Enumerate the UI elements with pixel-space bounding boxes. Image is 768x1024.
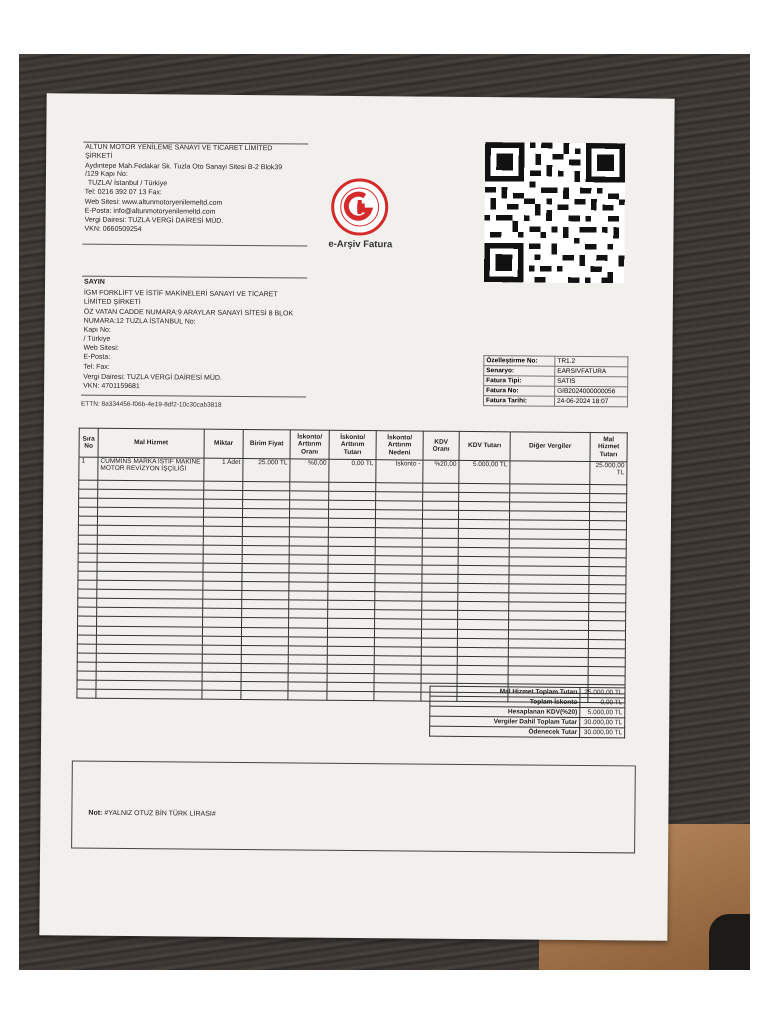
empty-cell (327, 628, 374, 638)
empty-cell (203, 618, 242, 627)
ettn-code: ETTN: 8a334456-f06b-4e19-8df2-10c30cab3818 (80, 400, 222, 409)
empty-cell (422, 547, 458, 556)
empty-cell (423, 483, 459, 492)
note (88, 810, 215, 818)
buyer-website: Web Sitesi: (83, 344, 119, 352)
empty-cell (329, 482, 376, 492)
note-box (71, 761, 636, 854)
empty-cell (289, 600, 328, 609)
empty-cell (242, 536, 289, 546)
empty-cell (457, 665, 508, 675)
empty-cell (588, 675, 625, 684)
empty-cell (374, 665, 421, 675)
empty-cell (589, 575, 626, 584)
empty-cell (203, 518, 242, 527)
invoice-info-table (483, 355, 628, 407)
empty-cell (242, 527, 289, 537)
empty-cell (327, 682, 374, 692)
empty-cell (328, 519, 375, 529)
col-header-miktar: Miktar (204, 429, 243, 458)
totals-row (430, 726, 625, 738)
col-header-iskonto-tutari: İskonto/ Arttırım Tutarı (329, 430, 376, 459)
empty-cell (241, 636, 288, 646)
empty-cell (289, 509, 328, 518)
empty-cell (202, 690, 241, 699)
empty-cell (241, 672, 288, 682)
info-value: 24-06-2024 18:07 (554, 396, 627, 407)
empty-cell (204, 499, 243, 508)
empty-cell (203, 572, 242, 581)
seller-address-line2: /129 Kapı No: (84, 170, 128, 178)
empty-cell (202, 654, 241, 663)
empty-cell (78, 589, 97, 598)
empty-cell (242, 563, 289, 573)
empty-cell (327, 691, 374, 701)
empty-cell (589, 603, 626, 612)
empty-cell (457, 674, 508, 684)
empty-cell (242, 591, 289, 601)
seller-email: E-Posta: info@altunmotoryenilemeltd.com (84, 207, 216, 216)
empty-cell (328, 528, 375, 538)
empty-cell (376, 483, 423, 493)
empty-cell (328, 573, 375, 583)
e-arsiv-caption: e-Arşiv Fatura (328, 238, 393, 251)
empty-cell (288, 655, 327, 664)
empty-cell (242, 582, 289, 592)
totals-key: Toplam İskonto (430, 696, 580, 707)
cell-birim-fiyat: 25.000 TL (243, 459, 290, 482)
empty-cell (422, 574, 458, 583)
items-header-row (79, 428, 627, 462)
empty-cell (375, 555, 422, 565)
buyer-vkn: VKN: 4701159681 (83, 382, 140, 391)
empty-cell (204, 490, 243, 499)
dark-object (709, 914, 750, 970)
buyer-bottom-rule (81, 395, 306, 398)
empty-cell (78, 516, 97, 525)
empty-cell (458, 611, 509, 621)
empty-cell (589, 566, 626, 575)
empty-cell (589, 512, 626, 521)
empty-cell (374, 637, 421, 647)
empty-cell (79, 489, 98, 498)
info-value: SATIS (555, 376, 628, 387)
empty-cell (242, 572, 289, 582)
cell-kdv-orani: %20,00 (423, 460, 459, 483)
empty-cell (241, 645, 288, 655)
empty-cell (77, 635, 96, 644)
empty-cell (77, 653, 96, 662)
buyer-tax-office: Vergi Dairesi: TUZLA VERGİ DAİRESİ MÜD. (83, 373, 222, 382)
seller-city: TUZLA/ İstanbul / Türkiye (87, 179, 168, 188)
seller-tax-office: Vergi Dairesi: TUZLA VERGİ DAİRESİ MÜD. (84, 216, 224, 225)
info-key: Fatura Tipi: (484, 376, 555, 387)
empty-cell (242, 609, 289, 619)
empty-cell (242, 545, 289, 555)
empty-cell (243, 491, 290, 501)
empty-cell (289, 582, 328, 591)
empty-cell (77, 680, 96, 689)
cell-kdv-tutari: 5.000,00 TL (459, 460, 510, 483)
empty-cell (422, 592, 458, 601)
empty-cell (78, 507, 97, 516)
cell-sira-no: 1 (79, 457, 98, 480)
empty-cell (328, 555, 375, 565)
empty-cell (458, 620, 509, 630)
totals-key: Ödenecek Tutar (430, 726, 580, 737)
buyer-name-line2: LİMİTED ŞİRKETİ (83, 298, 141, 307)
empty-cell (588, 639, 625, 648)
info-value: GIB2024000000056 (555, 386, 628, 397)
empty-cell (96, 689, 202, 699)
empty-cell (77, 626, 96, 635)
empty-cell (422, 510, 458, 519)
empty-cell (203, 599, 242, 608)
buyer-heading: SAYIN (84, 278, 105, 286)
gib-logo (328, 176, 391, 239)
items-table (76, 428, 627, 704)
col-header-kdv-tutari: KDV Tutarı (459, 431, 510, 460)
buyer-address-line1: ÖZ VATAN CADDE NUMARA:9 ARAYLAR SANAYİ SİTESİ 8 BLOK (83, 308, 294, 318)
totals-value: 0,00 TL (580, 697, 625, 707)
empty-cell (242, 554, 289, 564)
info-value: EARSIVFATURA (555, 366, 628, 377)
empty-cell (241, 691, 288, 701)
empty-cell (79, 480, 98, 489)
empty-cell (77, 689, 96, 698)
empty-cell (202, 636, 241, 645)
empty-cell (288, 673, 327, 682)
empty-cell (288, 691, 327, 700)
empty-cell (243, 500, 290, 510)
gib-seal-icon (328, 176, 391, 239)
qr-code-icon (483, 142, 626, 283)
note-label: Not: (88, 809, 103, 817)
empty-cell (375, 565, 422, 575)
empty-cell (328, 564, 375, 574)
seller-bottom-rule (82, 244, 307, 247)
info-key: Özelleştirme No: (484, 356, 555, 367)
empty-cell (327, 655, 374, 665)
empty-cell (202, 681, 241, 690)
empty-cell (459, 502, 510, 512)
empty-cell (327, 673, 374, 683)
empty-cell (289, 536, 328, 545)
empty-cell (328, 591, 375, 601)
totals-key: Hesaplanan KDV(%20) (430, 706, 580, 717)
col-header-diger-vergiler: Diğer Vergiler (510, 432, 590, 462)
seller-phone: Tel: 0216 392 07 13 Fax: (84, 188, 162, 197)
empty-cell (589, 521, 626, 530)
empty-cell (204, 481, 243, 490)
empty-cell (458, 547, 509, 557)
empty-cell (78, 562, 97, 571)
empty-cell (422, 529, 458, 538)
empty-cell (588, 648, 625, 657)
empty-cell (458, 565, 509, 575)
empty-cell (203, 545, 242, 554)
empty-cell (289, 518, 328, 527)
empty-cell (458, 538, 509, 548)
empty-cell (78, 598, 97, 607)
empty-cell (242, 518, 289, 528)
empty-cell (242, 618, 289, 628)
empty-cell (589, 612, 626, 621)
empty-cell (290, 500, 329, 509)
empty-cell (289, 564, 328, 573)
empty-cell (375, 519, 422, 529)
col-header-mal-hizmet: Mal Hizmet (98, 428, 204, 458)
empty-cell (77, 662, 96, 671)
empty-cell (288, 627, 327, 636)
empty-cell (375, 574, 422, 584)
empty-cell (422, 610, 458, 619)
empty-cell (328, 619, 375, 629)
empty-cell (78, 535, 97, 544)
totals-key: Vergiler Dahil Toplam Tutar (430, 716, 580, 727)
empty-cell (375, 610, 422, 620)
col-header-birim-fiyat: Birim Fiyat (243, 430, 290, 459)
totals-value: 5.000,00 TL (580, 707, 625, 717)
empty-cell (422, 583, 458, 592)
empty-cell (374, 683, 421, 693)
totals-value: 30.000,00 TL (580, 717, 625, 727)
empty-cell (375, 528, 422, 538)
cell-mal-hizmet: CUMMINS MARKA İSTİF MAKİNE MOTOR REVİZYON İŞÇİLİĞİ (98, 457, 204, 481)
empty-cell (289, 591, 328, 600)
cell-iskonto-nedeni: İskonto - (376, 460, 423, 483)
buyer-address-line2: NUMARA:12 TUZLA İSTANBUL No: (83, 317, 196, 326)
buyer-name-line1: İGM FORKLİFT VE İSTİF MAKİNELERİ SANAYİ VE TİCARET (83, 289, 278, 299)
empty-cell (458, 583, 509, 593)
empty-cell (589, 548, 626, 557)
empty-cell (202, 663, 241, 672)
empty-cell (458, 511, 509, 521)
empty-cell (590, 503, 627, 512)
cell-diger-vergiler (510, 461, 590, 485)
empty-cell (458, 529, 509, 539)
empty-cell (375, 583, 422, 593)
seller-name-line2: ŞİRKETİ (85, 152, 113, 160)
empty-cell (421, 629, 457, 638)
empty-cell (203, 590, 242, 599)
empty-cell (328, 582, 375, 592)
empty-cell (589, 539, 626, 548)
empty-cell (458, 520, 509, 530)
empty-cell (422, 619, 458, 628)
empty-cell (289, 609, 328, 618)
empty-cell (421, 656, 457, 665)
col-header-iskonto-nedeni: İskonto/ Arttırım Nedeni (376, 431, 423, 460)
col-header-kdv-orani: KDV Oranı (423, 431, 459, 460)
empty-cell (329, 491, 376, 501)
empty-cell (374, 692, 421, 702)
empty-cell (289, 527, 328, 536)
empty-cell (289, 618, 328, 627)
empty-cell (422, 556, 458, 565)
empty-cell (327, 637, 374, 647)
empty-cell (421, 674, 457, 683)
seller-website: Web Sitesi: www.altunmotoryenilemeltd.com (84, 198, 223, 207)
empty-cell (589, 594, 626, 603)
empty-cell (459, 492, 510, 502)
totals-value: 25.000,00 TL (580, 687, 625, 697)
info-row (483, 396, 627, 407)
buyer-email: E-Posta: (83, 353, 111, 361)
empty-cell (241, 654, 288, 664)
empty-cell (458, 593, 509, 603)
empty-cell (422, 519, 458, 528)
empty-cell (289, 546, 328, 555)
empty-cell (242, 600, 289, 610)
empty-cell (375, 601, 422, 611)
empty-cell (78, 544, 97, 553)
empty-cell (203, 508, 242, 517)
empty-cell (423, 501, 459, 510)
empty-cell (203, 581, 242, 590)
empty-cell (376, 492, 423, 502)
totals-value: 30.000,00 TL (580, 727, 625, 737)
seller-name-line1: ALTUN MOTOR YENİLEME SANAYİ VE TİCARET LİMİTED (85, 143, 273, 153)
empty-cell (328, 610, 375, 620)
empty-cell (457, 638, 508, 648)
empty-cell (458, 556, 509, 566)
empty-cell (423, 492, 459, 501)
empty-cell (421, 665, 457, 674)
empty-cell (458, 602, 509, 612)
empty-cell (288, 664, 327, 673)
empty-cell (376, 501, 423, 511)
empty-cell (375, 546, 422, 556)
buyer-top-rule (82, 276, 307, 279)
empty-cell (327, 664, 374, 674)
empty-cell (241, 627, 288, 637)
info-key: Senaryo: (484, 366, 555, 377)
empty-cell (288, 637, 327, 646)
empty-cell (374, 674, 421, 684)
cell-iskonto-tutari: 0,00 TL (329, 459, 376, 482)
empty-cell (77, 671, 96, 680)
empty-cell (457, 647, 508, 657)
empty-cell (422, 538, 458, 547)
empty-cell (588, 657, 625, 666)
buyer-country: / Türkiye (83, 335, 111, 343)
empty-cell (328, 546, 375, 556)
info-key: Fatura No: (484, 386, 555, 397)
empty-cell (374, 628, 421, 638)
empty-cell (203, 536, 242, 545)
totals-table (429, 686, 625, 739)
empty-cell (374, 655, 421, 665)
empty-cell (329, 500, 376, 510)
empty-cell (375, 619, 422, 629)
empty-cell (79, 498, 98, 507)
empty-cell (375, 592, 422, 602)
empty-cell (202, 672, 241, 681)
info-key: Fatura Tarihi: (483, 396, 554, 407)
info-value: TR1.2 (555, 356, 628, 367)
empty-cell (590, 494, 627, 503)
empty-cell (78, 526, 97, 535)
col-header-sira-no: Sıra No (79, 428, 98, 457)
cell-mal-hizmet-tutari: 25.000,00 TL (590, 462, 627, 485)
empty-cell (458, 574, 509, 584)
empty-cell (290, 491, 329, 500)
empty-cell (327, 646, 374, 656)
empty-cell (589, 585, 626, 594)
empty-cell (203, 527, 242, 536)
empty-cell (289, 573, 328, 582)
empty-cell (290, 482, 329, 491)
empty-cell (589, 557, 626, 566)
empty-cell (241, 663, 288, 673)
empty-cell (241, 682, 288, 692)
note-text: #YALNIZ OTUZ BİN TÜRK LİRASI# (104, 809, 216, 818)
empty-cell (457, 629, 508, 639)
seller-vkn: VKN: 0660509254 (84, 225, 142, 234)
empty-cell (374, 646, 421, 656)
buyer-door-no: Kapı No: (83, 326, 111, 334)
totals-key: Mal Hizmet Toplam Tutarı (430, 686, 580, 697)
empty-cell (78, 580, 97, 589)
empty-cell (289, 555, 328, 564)
empty-cell (375, 537, 422, 547)
empty-cell (288, 646, 327, 655)
empty-cell (242, 509, 289, 519)
empty-cell (457, 656, 508, 666)
seller-address-line1: Aydıntepe Mah.Fedakar Sk. Tuzla Oto Sanayi Sitesi B-2 Blok39 (85, 162, 283, 172)
empty-cell (590, 485, 627, 494)
empty-cell (422, 601, 458, 610)
empty-cell (588, 630, 625, 639)
cell-miktar: 1 Adet (204, 458, 243, 481)
empty-cell (328, 510, 375, 520)
empty-cell (589, 621, 626, 630)
empty-cell (203, 563, 242, 572)
empty-cell (78, 571, 97, 580)
empty-cell (243, 482, 290, 492)
empty-cell (421, 647, 457, 656)
buyer-phone: Tel: Fax: (83, 363, 110, 371)
empty-cell (421, 638, 457, 647)
invoice-paper (39, 93, 674, 940)
empty-cell (77, 644, 96, 653)
empty-cell (78, 616, 97, 625)
empty-cell (202, 627, 241, 636)
empty-cell (589, 530, 626, 539)
empty-cell (203, 554, 242, 563)
empty-cell (459, 483, 510, 493)
empty-cell (78, 553, 97, 562)
empty-cell (422, 565, 458, 574)
empty-cell (203, 608, 242, 617)
col-header-iskonto-orani: İskonto/ Arttırım Oranı (290, 430, 329, 459)
empty-cell (288, 682, 327, 691)
cell-iskonto-orani: %0,00 (290, 459, 329, 482)
empty-cell (588, 666, 625, 675)
empty-cell (202, 645, 241, 654)
empty-cell (328, 600, 375, 610)
empty-cell (328, 537, 375, 547)
empty-cell (375, 510, 422, 520)
col-header-mal-hizmet-tutari: Mal Hizmet Tutarı (590, 433, 627, 462)
empty-cell (78, 607, 97, 616)
